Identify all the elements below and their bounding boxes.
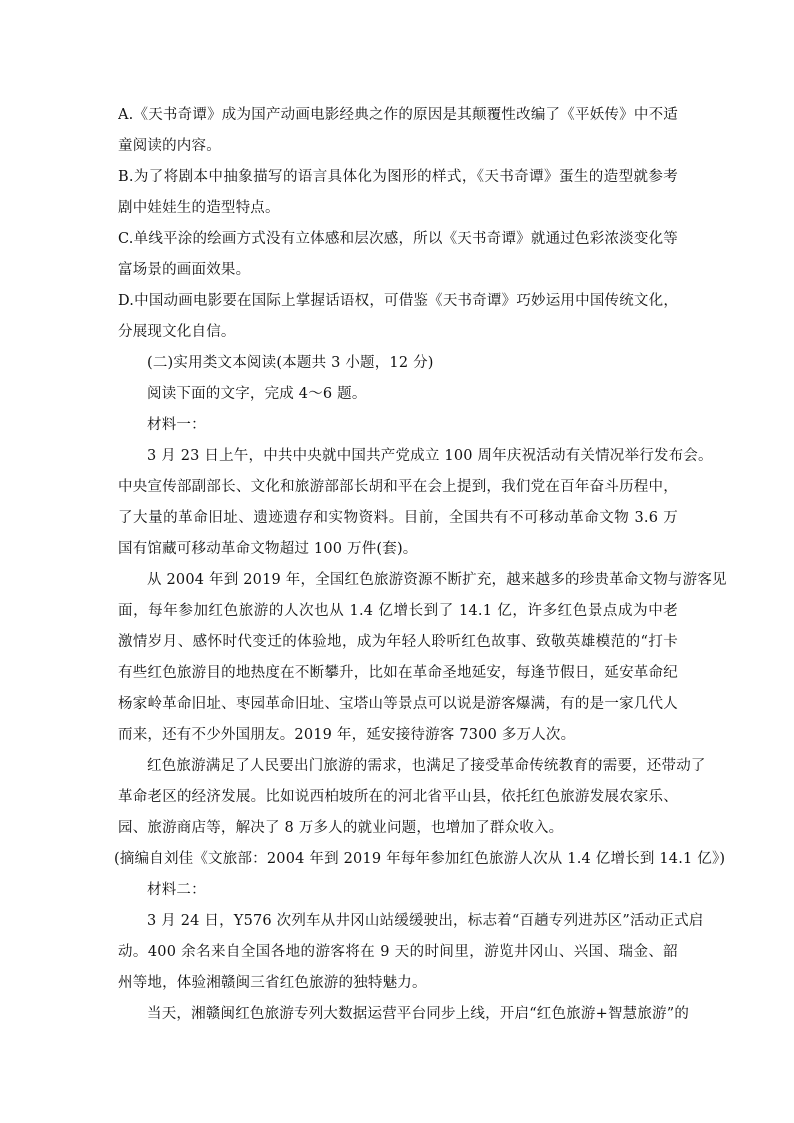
option-c-line-2: 富场景的画面效果。 [118,262,251,278]
option-a-line-2: 童阅读的内容。 [118,138,221,154]
paragraph-1-line-2: 中央宣传部副部长、文化和旅游部部长胡和平在会上提到，我们党在百年奋斗历程中， [118,479,678,495]
paragraph-4-line-2: 动。400 余名来自全国各地的游客将在 9 天的时间里，游览井冈山、兴国、瑞金、韶 [118,944,678,960]
option-b-line-1: B.为了将剧本中抽象描写的语言具体化为图形的样式，《天书奇谭》蛋生的造型就参考 [118,169,678,185]
document-page [114,100,727,1030]
paragraph-2-line-2: 面，每年参加红色旅游的人次也从 1.4 亿增长到了 14.1 亿，许多红色景点成为中老 [118,603,678,619]
paragraph-3-line-1: 红色旅游满足了人民要出门旅游的需求，也满足了接受革命传统教育的需要，还带动了 [147,758,706,774]
option-c-line-1: C.单线平涂的绘画方式没有立体感和层次感，所以《天书奇谭》就通过色彩浓淡变化等 [118,231,678,247]
paragraph-5-line-1: 当天，湘赣闽红色旅游专列大数据运营平台同步上线，开启“红色旅游+智慧旅游”的 [147,1006,690,1022]
instruction: 阅读下面的文字，完成 4～6 题。 [147,386,367,402]
material-one-label: 材料一： [147,417,206,433]
paragraph-4-line-3: 州等地，体验湘赣闽三省红色旅游的独特魅力。 [118,975,427,991]
material-two-label: 材料二： [147,882,206,898]
paragraph-4-line-1: 3 月 24 日，Y576 次列车从井冈山站缓缓驶出，标志着“百趟专列进苏区”活动正式启 [147,913,704,929]
paragraph-1-line-4: 国有馆藏可移动革命文物超过 100 万件(套)。 [118,541,418,557]
paragraph-2-line-5: 杨家岭革命旧址、枣园革命旧址、宝塔山等景点可以说是游客爆满，有的是一家几代人 [118,696,678,712]
paragraph-2-line-4: 有些红色旅游目的地热度在不断攀升，比如在革命圣地延安，每逢节假日，延安革命纪 [118,665,678,681]
paragraph-3-line-3: 园、旅游商店等，解决了 8 万多人的就业问题，也增加了群众收入。 [118,820,564,836]
option-d-line-1: D.中国动画电影要在国际上掌握话语权，可借鉴《天书奇谭》巧妙运用中国传统文化， [118,293,678,309]
option-a-line-1: A.《天书奇谭》成为国产动画电影经典之作的原因是其颠覆性改编了《平妖传》中不适 [118,107,678,123]
paragraph-1-line-3: 了大量的革命旧址、遗迹遗存和实物资料。目前，全国共有不可移动革命文物 3.6 万 [118,510,678,526]
option-b-line-2: 剧中娃娃生的造型特点。 [118,200,280,216]
source-citation: (摘编自刘佳《文旅部：2004 年到 2019 年每年参加红色旅游人次从 1.4 亿增长到 14.1 亿》) [114,851,726,867]
paragraph-2-line-6: 而来，还有不少外国朋友。2019 年，延安接待游客 7300 多万人次。 [118,727,576,743]
option-d-line-2: 分展现文化自信。 [118,324,236,340]
paragraph-2-line-1: 从 2004 年到 2019 年，全国红色旅游资源不断扩充，越来越多的珍贵革命文物与游客见 [147,572,727,588]
paragraph-1-line-1: 3 月 23 日上午，中共中央就中国共产党成立 100 周年庆祝活动有关情况举行发布会。 [147,448,713,464]
paragraph-2-line-3: 激情岁月、感怀时代变迁的体验地，成为年轻人聆听红色故事、致敬英雄模范的“打卡 [118,634,678,650]
section-heading: (二)实用类文本阅读(本题共 3 小题，12 分) [147,355,434,371]
paragraph-3-line-2: 革命老区的经济发展。比如说西柏坡所在的河北省平山县，依托红色旅游发展农家乐、 [118,789,678,805]
